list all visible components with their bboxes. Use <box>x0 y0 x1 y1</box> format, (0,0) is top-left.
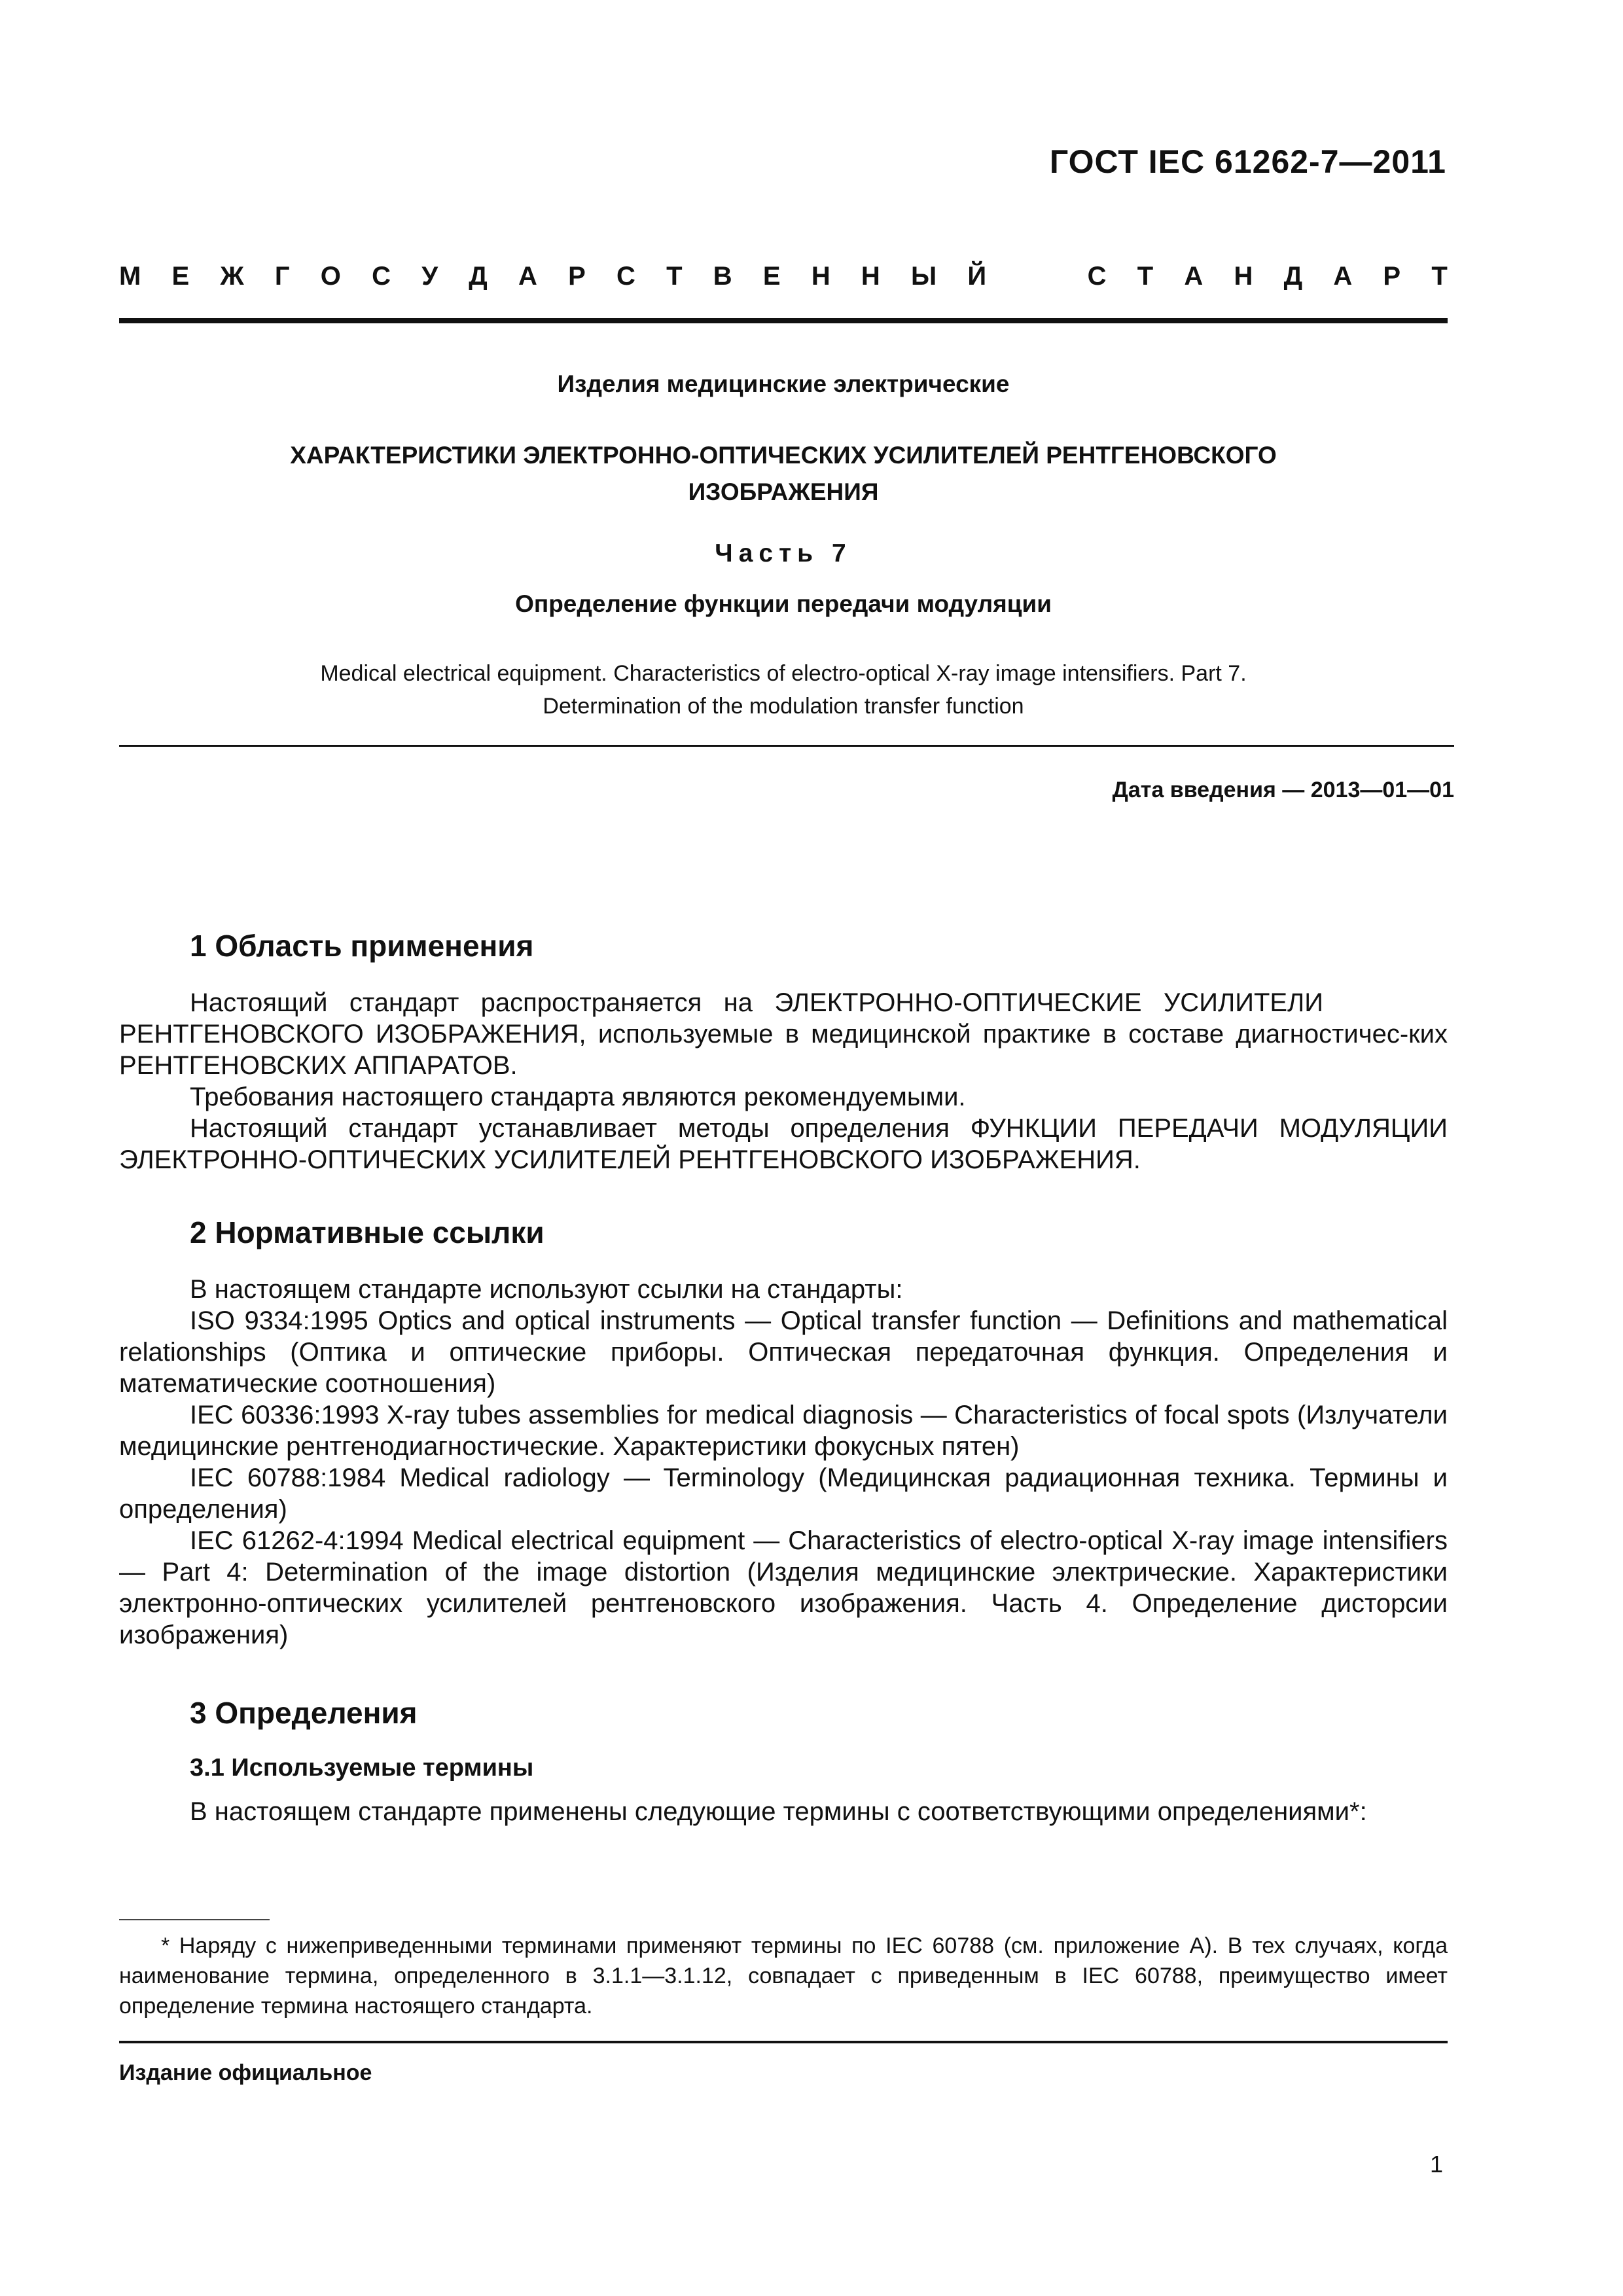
reference-item: IEC 60788:1984 Medical radiology — Terminology (Медицинская радиационная техника. Термины и определения) <box>119 1463 1448 1524</box>
band-letter: С <box>616 261 635 291</box>
reference-item: IEC 60336:1993 X-ray tubes assemblies for medical diagnosis — Characteristics of focal spots (Излучатели медицинские рентгенодиагностические. Характеристики фокусных пятен) <box>119 1401 1448 1461</box>
subtitle-characteristics <box>119 437 1448 511</box>
band-letter: Е <box>762 261 781 291</box>
band-letter: Е <box>171 261 190 291</box>
band-letter: Н <box>861 261 880 291</box>
band-letter: Т <box>1431 261 1448 291</box>
band-letter: Н <box>811 261 830 291</box>
standard-type-title <box>119 257 1448 296</box>
section-3-heading: 3 Определения <box>190 1696 418 1730</box>
paragraph: РЕНТГЕНОВСКОГО ИЗОБРАЖЕНИЯ, используемые в медицинской практике в составе диагностичес-ких РЕНТГЕНОВСКИХ АППАРАТОВ. <box>119 1020 1448 1080</box>
footnote <box>119 1931 1448 2021</box>
subsection-3-1-heading: 3.1 Используемые термины <box>190 1754 534 1782</box>
section-1-heading: 1 Область применения <box>190 929 534 963</box>
band-letter: Т <box>666 261 683 291</box>
paragraph: Настоящий стандарт устанавливает методы определения ФУНКЦИИ ПЕРЕДАЧИ МОДУЛЯЦИИ ЭЛЕКТРОННО-ОПТИЧЕСКИХ УСИЛИТЕЛЕЙ РЕНТГЕНОВСКОГО ИЗОБРАЖЕНИЯ. <box>119 1114 1448 1174</box>
header-rule <box>119 318 1448 323</box>
section-1-body <box>119 987 1448 1175</box>
band-letter: Г <box>274 261 290 291</box>
band-letter: Р <box>1383 261 1401 291</box>
official-edition-label: Издание официальное <box>119 2060 372 2085</box>
band-letter: Д <box>469 261 488 291</box>
band-letter: М <box>119 261 141 291</box>
english-title <box>119 657 1448 723</box>
band-letter: С <box>1087 261 1107 291</box>
band-letter: Н <box>1234 261 1253 291</box>
band-letter: А <box>1184 261 1204 291</box>
reference-item: ISO 9334:1995 Optics and optical instruments — Optical transfer function — Definitions and mathematical relationships (Оптика и оптические приборы. Оптическая передаточная функция. Определения и математические соотношения) <box>119 1306 1448 1398</box>
part-label: Часть 7 <box>715 539 852 567</box>
document-number: ГОСТ IEC 61262-7—2011 <box>1049 143 1446 180</box>
paragraph: Требования настоящего стандарта являются рекомендуемыми. <box>190 1083 966 1111</box>
subtitle-equipment: Изделия медицинские электрические <box>557 370 1010 397</box>
band-letter: Й <box>967 261 987 291</box>
english-title-line: Medical electrical equipment. Characteristics of electro-optical X-ray image intensifiers. Part 7. <box>320 661 1247 686</box>
band-letter: Д <box>1283 261 1303 291</box>
subtitle-characteristics-line: ХАРАКТЕРИСТИКИ ЭЛЕКТРОННО-ОПТИЧЕСКИХ УСИЛИТЕЛЕЙ РЕНТГЕНОВСКОГО <box>290 442 1277 469</box>
title-rule <box>119 745 1454 747</box>
band-letter: А <box>518 261 537 291</box>
band-letter: С <box>372 261 391 291</box>
subtitle-characteristics-line: ИЗОБРАЖЕНИЯ <box>688 478 879 505</box>
paragraph: В настоящем стандарте применены следующие термины с соответствующими определениями*: <box>190 1797 1367 1826</box>
section-2-heading: 2 Нормативные ссылки <box>190 1215 544 1249</box>
band-letter: В <box>713 261 732 291</box>
introduction-date: Дата введения — 2013—01—01 <box>1112 778 1454 802</box>
band-letter: Т <box>1137 261 1154 291</box>
footer-rule <box>119 2041 1448 2043</box>
band-letter: О <box>320 261 341 291</box>
paragraph: В настоящем стандарте используют ссылки на стандарты: <box>190 1275 903 1304</box>
band-letter: У <box>421 261 438 291</box>
subtitle-determination: Определение функции передачи модуляции <box>515 590 1052 617</box>
footnote-text: * Наряду с нижеприведенными терминами применяют термины по IEC 60788 (см. приложение А). В тех случаях, когда наименование термина, определенного в 3.1.1—3.1.12, совпадает с приведенным в IEC 60788, преимущество имеет определение термина настоящего стандарта. <box>119 1933 1448 2018</box>
english-title-line: Determination of the modulation transfer function <box>543 694 1024 719</box>
reference-item: IEC 61262-4:1994 Medical electrical equipment — Characteristics of electro-optical X-ray image intensifiers — Part 4: Determination of the image distortion (Изделия медицинские электрические. Характеристики электронно-оптических усилителей рентгеновского изображения. Часть 4. Определение дисторсии изображения) <box>119 1526 1448 1649</box>
band-letter: А <box>1333 261 1353 291</box>
paragraph: Настоящий стандарт распространяется на ЭЛЕКТРОННО-ОПТИЧЕСКИЕ УСИЛИТЕЛИ <box>190 988 1324 1017</box>
band-letter: Ы <box>911 261 937 291</box>
section-3-body <box>119 1796 1448 1827</box>
page-number: 1 <box>1429 2151 1443 2178</box>
section-2-body <box>119 1274 1448 1651</box>
standard-type-band <box>119 257 1448 296</box>
band-letter: Ж <box>220 261 244 291</box>
band-letter: Р <box>568 261 586 291</box>
footnote-separator <box>119 1919 270 1920</box>
